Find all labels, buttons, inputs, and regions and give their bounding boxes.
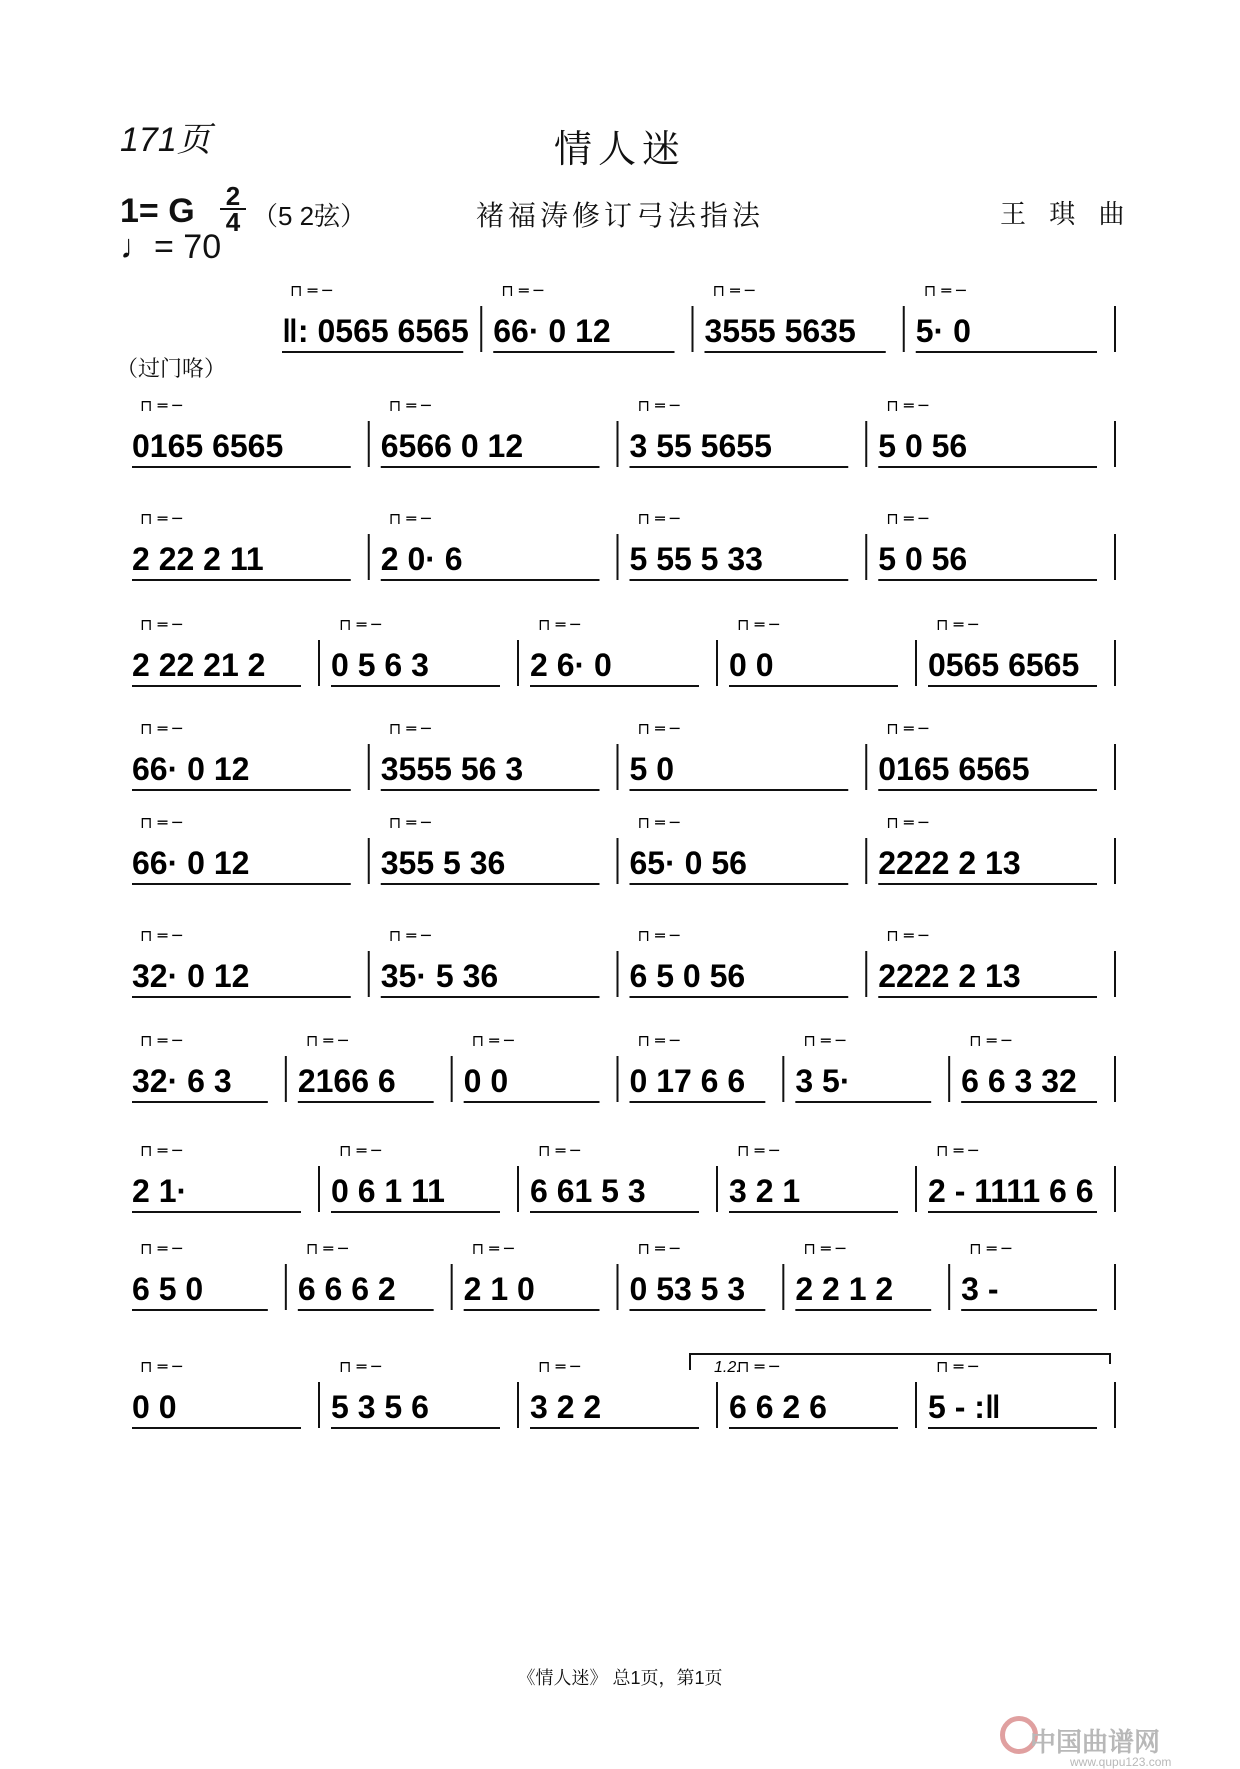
measure-notes: 5 0 56 [878, 541, 968, 577]
measure-notes: 3 - [961, 1271, 999, 1307]
measure-notes: 6 6 6 2 [297, 1271, 396, 1307]
measure-notes: 6 6 2 6 [729, 1389, 827, 1425]
meter-top: 2 [220, 184, 246, 210]
page-label: 171页 [120, 121, 211, 159]
measure-notes: 0 0 [729, 647, 774, 683]
measure-notes: 3555 5635 [704, 313, 856, 349]
measure-notes: 66· 0 12 [132, 751, 250, 787]
measure-notes: 6 5 0 56 [629, 958, 746, 994]
measure-notes: 66· 0 12 [132, 845, 250, 881]
measure-notes: 3555 56 3 [380, 751, 524, 787]
bowing-marks: ⊓ ═ ─ [140, 719, 182, 738]
bowing-marks: ⊓ ═ ─ [140, 1239, 182, 1258]
bowing-marks: ⊓ ═ ─ [886, 509, 929, 528]
measure-notes: 5 3 5 6 [331, 1389, 429, 1425]
measure-notes: 2166 6 [297, 1063, 396, 1099]
volta-label: 1.2. [714, 1359, 741, 1376]
intro-label: （过门咯） [116, 356, 227, 381]
bowing-marks: ⊓ ═ ─ [339, 1357, 381, 1376]
bowing-marks: ⊓ ═ ─ [305, 1239, 348, 1258]
bowing-marks: ⊓ ═ ─ [737, 1357, 779, 1376]
measure-notes: ‖: 0565 6565 [282, 313, 469, 349]
bowing-marks: ⊓ ═ ─ [886, 926, 929, 945]
measure-notes: 32· 0 12 [132, 958, 250, 994]
string-tuning: （5 2弦） [252, 201, 367, 231]
bowing-marks: ⊓ ═ ─ [969, 1031, 1012, 1050]
composer-credit: 王 琪 曲 [1000, 199, 1133, 229]
measure-notes: 2 0· 6 [380, 541, 463, 577]
measure-notes: 3 2 1 [729, 1173, 801, 1209]
measure-notes: 66· 0 12 [493, 313, 611, 349]
watermark [1030, 1722, 1171, 1769]
measure-notes: 0565 6565 [928, 647, 1080, 683]
bowing-marks: ⊓ ═ ─ [637, 509, 680, 528]
bowing-marks: ⊓ ═ ─ [886, 813, 929, 832]
measure-notes: 3 5· [795, 1063, 851, 1099]
score-title: 情人迷 [553, 129, 686, 171]
measure-notes: 5 0 [629, 751, 674, 787]
page-footer: 《情人迷》 总1页，第1页 [517, 1668, 723, 1688]
measure-notes: 0 0 [463, 1063, 509, 1099]
watermark-url: www.qupu123.com [1070, 1755, 1172, 1769]
bowing-marks: ⊓ ═ ─ [637, 1031, 680, 1050]
measure-notes: 2 1· [132, 1173, 188, 1209]
measure-notes: 355 5 36 [380, 845, 506, 881]
measure-notes: 6 6 3 32 [961, 1063, 1077, 1099]
measure-notes: 32· 6 3 [132, 1063, 232, 1099]
bowing-marks: ⊓ ═ ─ [637, 1239, 680, 1258]
measure-notes: 2 22 2 11 [132, 541, 264, 577]
bowing-marks: ⊓ ═ ─ [140, 509, 182, 528]
measure-notes: 2 22 21 2 [132, 647, 266, 683]
measure-notes: 2 1 0 [463, 1271, 535, 1307]
measure-notes: 2 2 1 2 [795, 1271, 894, 1307]
measure-notes: 5· 0 [915, 313, 971, 349]
bowing-marks: ⊓ ═ ─ [339, 615, 381, 634]
bowing-marks: ⊓ ═ ─ [140, 926, 182, 945]
bowing-marks: ⊓ ═ ─ [637, 719, 680, 738]
bowing-marks: ⊓ ═ ─ [290, 281, 332, 300]
bowing-marks: ⊓ ═ ─ [969, 1239, 1012, 1258]
bowing-marks: ⊓ ═ ─ [936, 615, 978, 634]
bowing-marks: ⊓ ═ ─ [388, 719, 431, 738]
measure-notes: 3 2 2 [530, 1389, 602, 1425]
measure-notes: 6566 0 12 [380, 428, 524, 464]
measure-notes: 0 17 6 6 [629, 1063, 746, 1099]
bowing-marks: ⊓ ═ ─ [388, 396, 431, 415]
bowing-marks: ⊓ ═ ─ [886, 719, 929, 738]
bowing-marks: ⊓ ═ ─ [538, 1357, 580, 1376]
measure-notes: 6 61 5 3 [530, 1173, 646, 1209]
measure-notes: 5 0 56 [878, 428, 968, 464]
bowing-marks: ⊓ ═ ─ [388, 509, 431, 528]
measure-notes: 5 - :‖ [928, 1389, 1001, 1425]
bowing-marks: ⊓ ═ ─ [501, 281, 544, 300]
bowing-marks: ⊓ ═ ─ [737, 1141, 779, 1160]
bowing-marks: ⊓ ═ ─ [140, 813, 182, 832]
key-signature: 1= G [120, 192, 195, 230]
bowing-marks: ⊓ ═ ─ [923, 281, 966, 300]
bowing-marks: ⊓ ═ ─ [936, 1357, 978, 1376]
measure-notes: 5 55 5 33 [629, 541, 763, 577]
bowing-marks: ⊓ ═ ─ [803, 1239, 846, 1258]
bowing-marks: ⊓ ═ ─ [538, 615, 580, 634]
measure-notes: 2222 2 13 [878, 958, 1021, 994]
bowing-marks: ⊓ ═ ─ [388, 926, 431, 945]
bowing-marks: ⊓ ═ ─ [471, 1239, 514, 1258]
bowing-marks: ⊓ ═ ─ [637, 926, 680, 945]
measure-notes: 0 5 6 3 [331, 647, 429, 683]
measure-notes: 0 6 1 11 [331, 1173, 445, 1209]
bowing-marks: ⊓ ═ ─ [388, 813, 431, 832]
measure-notes: 35· 5 36 [380, 958, 499, 994]
bowing-marks: ⊓ ═ ─ [637, 396, 680, 415]
measure-notes: 2222 2 13 [878, 845, 1021, 881]
measure-notes: 0165 6565 [132, 428, 284, 464]
measure-notes: 6 5 0 [132, 1271, 204, 1307]
watermark-name: 中国曲谱网 [1030, 1727, 1161, 1757]
bowing-marks: ⊓ ═ ─ [140, 1357, 182, 1376]
bowing-marks: ⊓ ═ ─ [140, 396, 182, 415]
measure-notes: 0 0 [132, 1389, 177, 1425]
bowing-marks: ⊓ ═ ─ [737, 615, 779, 634]
measure-notes: 2 - 1111 6 6 [928, 1173, 1094, 1209]
bowing-marks: ⊓ ═ ─ [140, 1031, 182, 1050]
bowing-marks: ⊓ ═ ─ [803, 1031, 846, 1050]
bowing-marks: ⊓ ═ ─ [886, 396, 929, 415]
bowing-marks: ⊓ ═ ─ [712, 281, 755, 300]
bowing-marks: ⊓ ═ ─ [471, 1031, 514, 1050]
bowing-marks: ⊓ ═ ─ [936, 1141, 978, 1160]
bowing-marks: ⊓ ═ ─ [538, 1141, 580, 1160]
measure-notes: 2 6· 0 [530, 647, 612, 683]
measure-notes: 65· 0 56 [629, 845, 747, 881]
measure-notes: 0165 6565 [878, 751, 1030, 787]
measure-notes: 0 53 5 3 [629, 1271, 746, 1307]
bowing-marks: ⊓ ═ ─ [339, 1141, 381, 1160]
bowing-marks: ⊓ ═ ─ [637, 813, 680, 832]
measure-notes: 3 55 5655 [629, 428, 772, 464]
bowing-marks: ⊓ ═ ─ [140, 615, 182, 634]
tempo-marking: ♩= 70 [120, 228, 222, 266]
reviser-credit: 褚福涛修订弓法指法 [475, 200, 764, 231]
bowing-marks: ⊓ ═ ─ [140, 1141, 182, 1160]
meter-bottom: 4 [225, 207, 241, 237]
bowing-marks: ⊓ ═ ─ [305, 1031, 348, 1050]
